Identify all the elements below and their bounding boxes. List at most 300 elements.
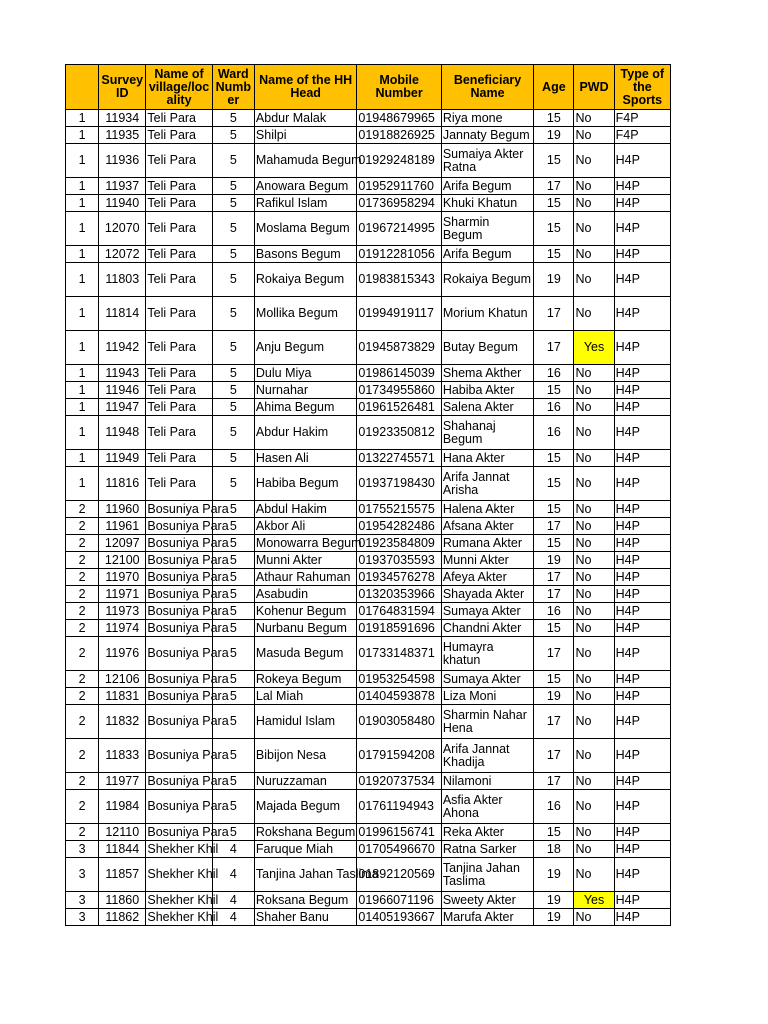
cell-survey-id: 12097 [99,535,146,552]
cell-beneficiary: Sumaya Akter [441,671,533,688]
cell-beneficiary: Morium Khatun [441,297,533,331]
table-row [66,603,671,620]
cell-mobile: 01755215575 [357,501,441,518]
cell-village: Teli Para [146,297,212,331]
cell-mobile: 01945873829 [357,331,441,365]
cell-ward: 4 [212,858,254,892]
cell-beneficiary: Asfia Akter Ahona [441,790,533,824]
cell-survey-id: 11960 [99,501,146,518]
cell-pwd: No [574,110,614,127]
cell-ward: 5 [212,110,254,127]
cell-mobile: 01967214995 [357,212,441,246]
cell-beneficiary: Riya mone [441,110,533,127]
cell-ward: 5 [212,739,254,773]
table-row [66,671,671,688]
cell-ward: 5 [212,365,254,382]
cell-beneficiary: Habiba Akter [441,382,533,399]
cell-mobile: 01791594208 [357,739,441,773]
cell-ward: 5 [212,450,254,467]
cell-age: 17 [534,178,574,195]
cell-sport-type: H4P [614,535,670,552]
cell-survey-id: 11816 [99,467,146,501]
cell-beneficiary: Arifa Begum [441,246,533,263]
cell-mobile: 01918826925 [357,127,441,144]
cell-index: 1 [66,144,99,178]
cell-beneficiary: Khuki Khatun [441,195,533,212]
cell-survey-id: 11971 [99,586,146,603]
cell-sport-type: H4P [614,552,670,569]
cell-hh-head: Masuda Begum [254,637,357,671]
table-row [66,586,671,603]
cell-ward: 4 [212,909,254,926]
cell-age: 15 [534,144,574,178]
cell-survey-id: 11844 [99,841,146,858]
cell-index: 1 [66,399,99,416]
cell-hh-head: Nurnahar [254,382,357,399]
cell-beneficiary: Shayada Akter [441,586,533,603]
cell-age: 15 [534,501,574,518]
cell-survey-id: 11860 [99,892,146,909]
cell-village: Shekher Khil [147,909,219,924]
cell-mobile: 01734955860 [357,382,441,399]
table-row [66,909,671,926]
cell-age: 15 [534,246,574,263]
cell-index: 2 [66,552,99,569]
cell-index: 2 [66,688,99,705]
cell-pwd: No [574,671,614,688]
cell-sport-type: H4P [614,178,670,195]
table-row [66,246,671,263]
cell-index: 2 [66,637,99,671]
table-row [66,467,671,501]
cell-beneficiary: Hana Akter [441,450,533,467]
table-row [66,824,671,841]
cell-pwd: No [574,569,614,586]
cell-beneficiary: Sharmin Begum [441,212,533,246]
cell-survey-id: 11803 [99,263,146,297]
cell-hh-head: Basons Begum [254,246,357,263]
cell-mobile: 01764831594 [357,603,441,620]
cell-pwd: No [574,841,614,858]
cell-mobile: 01920737534 [357,773,441,790]
cell-ward: 5 [212,382,254,399]
cell-pwd: No [574,195,614,212]
table-row [66,841,671,858]
cell-ward: 5 [212,263,254,297]
cell-survey-id: 12070 [99,212,146,246]
cell-pwd: No [574,212,614,246]
cell-age: 19 [534,127,574,144]
cell-survey-id: 11948 [99,416,146,450]
cell-sport-type: H4P [614,450,670,467]
cell-sport-type: F4P [614,127,670,144]
cell-village: Teli Para [146,382,212,399]
cell-beneficiary: Liza Moni [441,688,533,705]
cell-ward: 5 [212,144,254,178]
cell-sport-type: H4P [614,331,670,365]
cell-beneficiary: Sumaya Akter [441,603,533,620]
cell-hh-head: Rokshana Begum [255,824,356,839]
cell-mobile: 01952911760 [357,178,441,195]
cell-sport-type: H4P [614,467,670,501]
survey-table [65,64,671,926]
cell-ward: 5 [212,195,254,212]
cell-beneficiary: Humayra khatun [441,637,533,671]
cell-hh-head: Hasen Ali [254,450,357,467]
cell-age: 17 [534,739,574,773]
table-row [66,263,671,297]
cell-age: 17 [534,518,574,535]
cell-pwd: No [574,246,614,263]
cell-hh-head: Shaher Banu [254,909,357,926]
cell-ward: 5 [212,297,254,331]
cell-index: 2 [66,824,99,841]
header-village: Name of village/loc ality [146,65,212,110]
cell-index: 2 [66,586,99,603]
cell-mobile: 01923584809 [357,535,441,552]
cell-beneficiary: Ratna Sarker [441,841,533,858]
cell-beneficiary: Arifa Jannat Khadija [441,739,533,773]
cell-age: 17 [534,331,574,365]
cell-index: 1 [66,178,99,195]
cell-beneficiary: Nilamoni [441,773,533,790]
table-row [66,195,671,212]
cell-ward: 5 [212,688,254,705]
cell-pwd: No [574,909,614,926]
cell-sport-type: H4P [614,416,670,450]
cell-mobile: 01961526481 [357,399,441,416]
cell-ward: 5 [212,518,254,535]
cell-age: 17 [534,637,574,671]
cell-sport-type: H4P [614,195,670,212]
cell-pwd: No [574,416,614,450]
cell-village: Bosuniya Para [146,637,212,671]
cell-mobile: 01954282486 [357,518,441,535]
cell-mobile: 01405193667 [357,909,441,926]
cell-village: Teli Para [146,416,212,450]
cell-mobile: 01986145039 [357,365,441,382]
cell-sport-type: H4P [614,586,670,603]
cell-village: Bosuniya Para [147,620,229,635]
cell-pwd: No [574,790,614,824]
cell-village: Bosuniya Para [147,518,229,533]
cell-mobile: 01705496670 [357,841,441,858]
cell-sport-type: H4P [614,297,670,331]
cell-index: 1 [66,365,99,382]
cell-mobile: 01320353966 [357,586,441,603]
cell-beneficiary: Butay Begum [441,331,533,365]
cell-index: 1 [66,195,99,212]
cell-index: 1 [66,382,99,399]
cell-index: 1 [66,416,99,450]
table-row [66,739,671,773]
cell-sport-type: H4P [614,569,670,586]
table-row [66,382,671,399]
cell-ward: 5 [212,501,254,518]
cell-survey-id: 12106 [99,671,146,688]
cell-index: 3 [66,892,99,909]
cell-village: Teli Para [146,365,212,382]
cell-age: 19 [534,552,574,569]
cell-pwd: No [574,467,614,501]
cell-age: 19 [534,858,574,892]
cell-survey-id: 12100 [99,552,146,569]
cell-age: 17 [534,569,574,586]
cell-ward: 5 [212,331,254,365]
cell-index: 1 [66,450,99,467]
cell-survey-id: 11961 [99,518,146,535]
cell-index: 1 [66,246,99,263]
cell-pwd: No [574,637,614,671]
cell-hh-head: Munni Akter [254,552,357,569]
cell-mobile: 01892120569 [357,858,441,892]
cell-beneficiary: Afsana Akter [441,518,533,535]
header-survey-id: Survey ID [99,65,146,110]
cell-ward: 4 [212,841,254,858]
cell-index: 2 [66,620,99,637]
cell-ward: 5 [212,790,254,824]
cell-ward: 5 [212,569,254,586]
table-row [66,178,671,195]
cell-hh-head: Majada Begum [254,790,357,824]
cell-beneficiary: Reka Akter [441,824,533,841]
header-row [66,65,671,110]
cell-sport-type: H4P [614,501,670,518]
cell-hh-head: Athaur Rahuman [254,569,357,586]
cell-hh-head: Abdul Hakim [254,501,357,518]
cell-hh-head: Faruque Miah [254,841,357,858]
cell-sport-type: H4P [614,263,670,297]
cell-village: Bosuniya Para [147,501,229,516]
table-row [66,127,671,144]
cell-village: Teli Para [146,263,212,297]
cell-pwd: No [574,263,614,297]
cell-mobile: 01966071196 [357,892,441,909]
cell-age: 15 [534,450,574,467]
cell-age: 15 [534,382,574,399]
cell-mobile: 01983815343 [357,263,441,297]
cell-index: 2 [66,518,99,535]
cell-pwd: No [574,518,614,535]
cell-mobile: 01736958294 [357,195,441,212]
cell-sport-type: H4P [614,841,670,858]
table-row [66,535,671,552]
cell-survey-id: 11942 [99,331,146,365]
cell-beneficiary: Arifa Begum [441,178,533,195]
cell-ward: 5 [212,586,254,603]
cell-sport-type: H4P [614,212,670,246]
cell-sport-type: H4P [614,671,670,688]
cell-pwd: No [574,858,614,892]
cell-ward: 5 [212,212,254,246]
cell-mobile: 01733148371 [357,637,441,671]
table-row [66,892,671,909]
table-row [66,688,671,705]
cell-pwd: No [574,552,614,569]
cell-ward: 5 [212,246,254,263]
cell-village: Teli Para [146,399,212,416]
cell-hh-head: Ahima Begum [254,399,357,416]
cell-index: 2 [66,739,99,773]
table-row [66,144,671,178]
cell-survey-id: 11946 [99,382,146,399]
cell-hh-head: Habiba Begum [254,467,357,501]
cell-ward: 5 [212,552,254,569]
table-row [66,858,671,892]
cell-ward: 5 [212,416,254,450]
table-row [66,365,671,382]
cell-survey-id: 11947 [99,399,146,416]
cell-village: Bosuniya Para [147,569,229,584]
cell-mobile: 01934576278 [357,569,441,586]
cell-beneficiary: Sumaiya Akter Ratna [441,144,533,178]
cell-survey-id: 11974 [99,620,146,637]
cell-hh-head: Anowara Begum [254,178,357,195]
cell-beneficiary: Rumana Akter [441,535,533,552]
cell-village: Bosuniya Para [147,603,229,618]
cell-pwd: No [574,144,614,178]
cell-village: Shekher Khil [147,892,219,907]
cell-age: 19 [534,892,574,909]
cell-sport-type: H4P [614,705,670,739]
cell-village: Bosuniya Para [147,671,229,686]
cell-beneficiary: Rokaiya Begum [441,263,533,297]
cell-hh-head: Nurbanu Begum [254,620,357,637]
cell-pwd: No [574,586,614,603]
cell-survey-id: 11814 [99,297,146,331]
table-row [66,450,671,467]
cell-beneficiary: Munni Akter [441,552,533,569]
cell-index: 2 [66,671,99,688]
cell-pwd: No [574,501,614,518]
cell-village: Teli Para [146,246,212,263]
table-row [66,620,671,637]
cell-beneficiary: Jannaty Begum [441,127,533,144]
cell-mobile: 01903058480 [357,705,441,739]
header-ward-number: Ward Numb er [212,65,254,110]
table-body [66,110,671,926]
cell-village: Bosuniya Para [147,552,229,567]
cell-mobile: 01404593878 [357,688,441,705]
cell-age: 16 [534,790,574,824]
cell-hh-head: Akbor Ali [254,518,357,535]
cell-hh-head: Abdur Hakim [254,416,357,450]
cell-ward: 5 [212,773,254,790]
cell-sport-type: H4P [614,620,670,637]
cell-age: 15 [534,212,574,246]
cell-beneficiary: Halena Akter [441,501,533,518]
cell-pwd: No [574,739,614,773]
cell-hh-head: Mahamuda Begum [254,144,357,178]
cell-mobile: 01994919117 [357,297,441,331]
cell-pwd: No [574,688,614,705]
table-row [66,331,671,365]
cell-age: 16 [534,365,574,382]
cell-village: Teli Para [146,467,212,501]
table-row [66,110,671,127]
cell-age: 19 [534,263,574,297]
cell-pwd: No [574,773,614,790]
header-beneficiary: Beneficiary Name [441,65,533,110]
cell-mobile: 01761194943 [357,790,441,824]
table-row [66,569,671,586]
cell-ward: 5 [212,127,254,144]
cell-survey-id: 11976 [99,637,146,671]
cell-age: 18 [534,841,574,858]
cell-sport-type: H4P [614,399,670,416]
cell-survey-id: 11935 [99,127,146,144]
cell-hh-head: Monowarra Begum [255,535,362,550]
cell-hh-head: Bibijon Nesa [254,739,357,773]
cell-age: 16 [534,416,574,450]
header-sport-type: Type of the Sports [614,65,670,110]
cell-index: 3 [66,909,99,926]
cell-index: 1 [66,127,99,144]
cell-index: 3 [66,858,99,892]
cell-pwd: No [574,824,614,841]
cell-hh-head: Roksana Begum [254,892,357,909]
cell-beneficiary: Afeya Akter [441,569,533,586]
cell-village: Bosuniya Para [147,688,229,703]
cell-survey-id: 11857 [99,858,146,892]
cell-village: Teli Para [146,212,212,246]
cell-index: 2 [66,603,99,620]
table-row [66,399,671,416]
cell-pwd: No [574,603,614,620]
cell-village: Shekher Khil [147,841,219,856]
header-mobile: Mobile Number [357,65,441,110]
cell-sport-type: H4P [614,688,670,705]
cell-sport-type: H4P [614,790,670,824]
cell-sport-type: H4P [614,365,670,382]
cell-village: Bosuniya Para [146,739,212,773]
cell-index: 2 [66,705,99,739]
cell-beneficiary: Sharmin Nahar Hena [441,705,533,739]
cell-survey-id: 12110 [99,824,146,841]
cell-index: 1 [66,212,99,246]
cell-village: Shekher Khil [146,858,212,892]
cell-age: 16 [534,603,574,620]
cell-village: Teli Para [146,195,212,212]
cell-ward: 5 [212,620,254,637]
cell-age: 19 [534,909,574,926]
cell-ward: 5 [212,178,254,195]
cell-survey-id: 11934 [99,110,146,127]
cell-beneficiary: Tanjina Jahan Taslima [441,858,533,892]
cell-sport-type: H4P [614,603,670,620]
cell-survey-id: 11977 [99,773,146,790]
cell-hh-head: Nuruzzaman [254,773,357,790]
cell-survey-id: 12072 [99,246,146,263]
cell-pwd: Yes [574,331,614,365]
header-age: Age [534,65,574,110]
cell-village: Teli Para [146,110,212,127]
table-row [66,501,671,518]
cell-index: 2 [66,535,99,552]
cell-index: 2 [66,501,99,518]
cell-hh-head: Dulu Miya [254,365,357,382]
cell-ward: 5 [212,705,254,739]
cell-ward: 5 [212,603,254,620]
cell-pwd: No [574,127,614,144]
table-row [66,773,671,790]
cell-village: Teli Para [146,127,212,144]
cell-village: Bosuniya Para [147,773,229,788]
cell-ward: 5 [212,535,254,552]
cell-beneficiary: Sweety Akter [441,892,533,909]
cell-sport-type: H4P [614,637,670,671]
cell-mobile: 01929248189 [357,144,441,178]
